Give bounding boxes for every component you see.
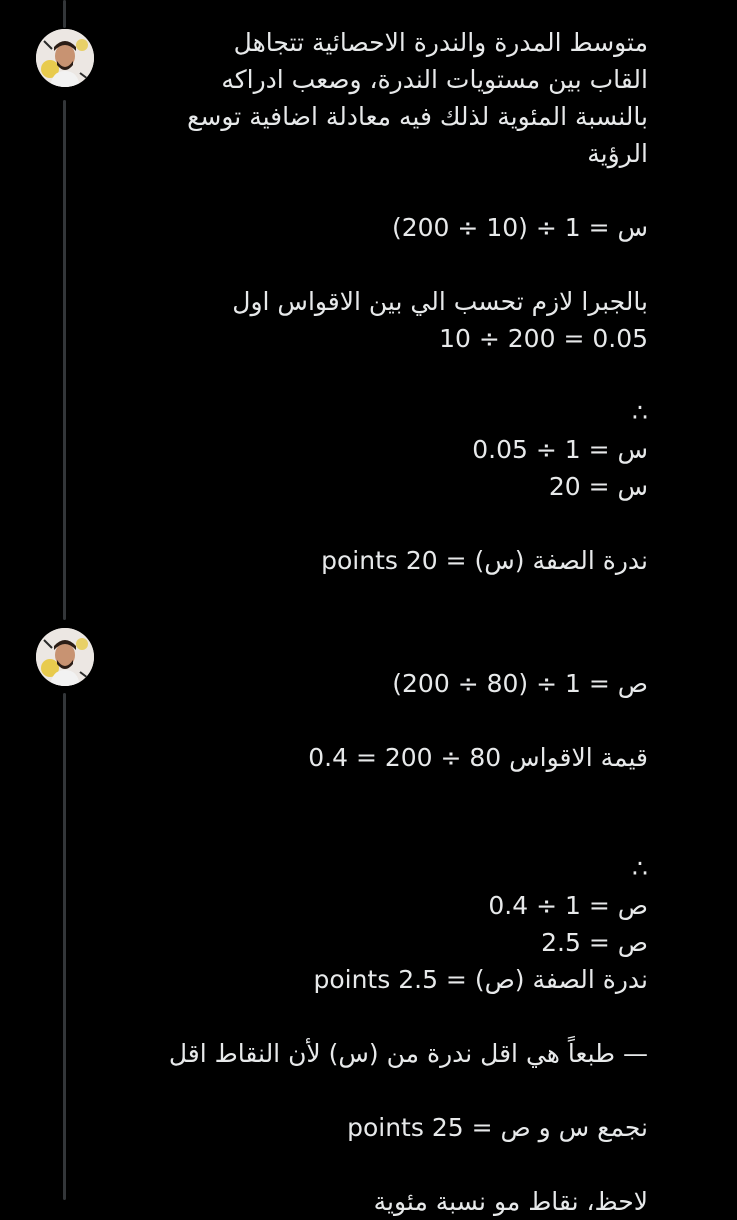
thread-connector-line xyxy=(63,0,66,28)
tweet-line xyxy=(88,1072,648,1109)
avatar-portrait-icon xyxy=(36,628,94,686)
tweet-line: ∴ xyxy=(632,854,648,883)
tweet-line: س = 1 ÷ (10 ÷ 200) xyxy=(391,213,648,242)
tweet-line xyxy=(88,357,648,394)
tweet-line: ص = 2.5 xyxy=(541,928,648,957)
tweet-line: س = 1 ÷ 0.05 xyxy=(472,435,648,464)
tweet-line: الرؤية xyxy=(587,139,648,168)
tweet-line xyxy=(88,628,648,665)
tweet-line: ص = 1 ÷ 0.4 xyxy=(488,891,648,920)
thread-connector-line xyxy=(63,100,66,620)
tweet-line xyxy=(88,998,648,1035)
tweet-line xyxy=(88,702,648,739)
tweet-line: نجمع س و ص = 25 points xyxy=(347,1113,648,1142)
tweet-line xyxy=(88,776,648,813)
avatar-portrait-icon xyxy=(36,29,94,87)
tweet-line: س = 20 xyxy=(548,472,648,501)
avatar[interactable] xyxy=(36,628,94,686)
tweet-line: متوسط المدرة والندرة الاحصائية تتجاهل xyxy=(233,28,648,57)
tweet-line: 10 ÷ 200 = 0.05 xyxy=(439,324,648,353)
tweet-line: — طبعاً هي اقل ندرة من (س) لأن النقاط اقل xyxy=(168,1039,648,1068)
tweet-line xyxy=(88,1146,648,1183)
tweet-text-1 xyxy=(88,24,648,579)
avatar[interactable] xyxy=(36,29,94,87)
tweet-line xyxy=(88,813,648,850)
tweet-line: قيمة الاقواس 80 ÷ 200 = 0.4 xyxy=(308,743,648,772)
tweet-line: بالنسبة المئوية لذلك فيه معادلة اضافية توسع xyxy=(187,102,648,131)
thread-connector-line xyxy=(63,693,66,1200)
tweet-line xyxy=(88,246,648,283)
tweet-line: ∴ xyxy=(632,398,648,427)
tweet-line xyxy=(88,505,648,542)
tweet-line xyxy=(88,172,648,209)
tweet-line: ص = 1 ÷ (80 ÷ 200) xyxy=(392,669,648,698)
tweet-line: ندرة الصفة (س) = 20 points xyxy=(321,546,648,575)
tweet-line: لاحظ، نقاط مو نسبة مئوية xyxy=(373,1187,648,1216)
tweet-line: بالجبرا لازم تحسب الي بين الاقواس اول xyxy=(232,287,648,316)
tweet-text-2 xyxy=(88,628,648,1220)
tweet-line: ندرة الصفة (ص) = 2.5 points xyxy=(313,965,648,994)
tweet-line: القاب بين مستويات الندرة، وصعب ادراكه xyxy=(221,65,648,94)
